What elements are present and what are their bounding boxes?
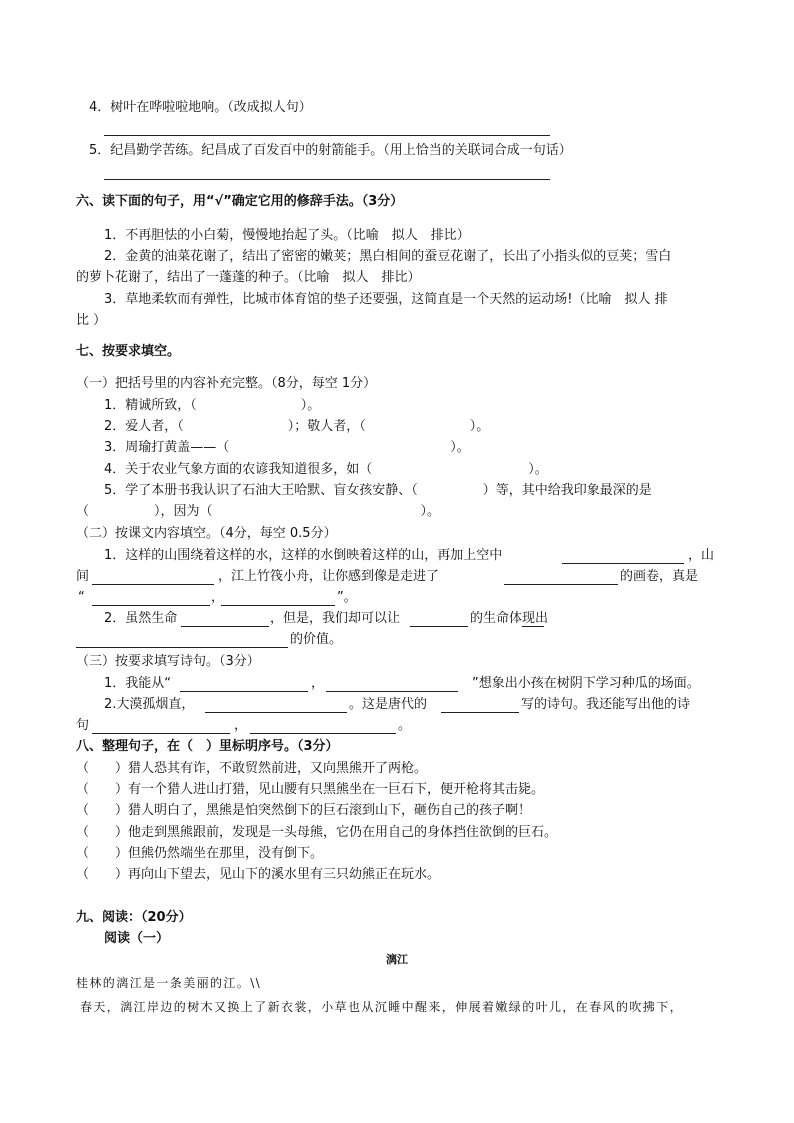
q7-2-item-1-b: ，山 bbox=[688, 548, 715, 563]
q8-sentence: （ ）但熊仍然端坐在那里，没有倒下。 bbox=[76, 846, 324, 861]
q7-1-item-5-cont: （ ），因为（ ）。 bbox=[76, 504, 441, 519]
q6-item-3: 3．草地柔软而有弹性，比城市体育馆的垫子还要强，这简直是一个天然的运动场!（比喻 拟人 排 bbox=[104, 292, 668, 307]
q8-sentence: （ ）再向山下望去，见山下的溪水里有三只幼熊正在玩水。 bbox=[76, 867, 441, 882]
q7-3-item-1-a: 1．我能从“ bbox=[104, 676, 172, 691]
q8-sentence: （ ）猎人恐其有诈，不敢贸然前进，又向黑熊开了两枪。 bbox=[76, 761, 428, 776]
answer-blank bbox=[92, 733, 230, 734]
answer-blank bbox=[410, 626, 468, 627]
q8-sentence: （ ）猎人明白了，黑熊是怕突然倒下的巨石滚到山下，砸伤自己的孩子啊！ bbox=[76, 803, 532, 818]
q7-2-item-2-c: 的生命体现出 bbox=[470, 611, 549, 626]
q7-1-item-4: 4．关于农业气象方面的农谚我知道很多，如（ ）。 bbox=[104, 462, 548, 477]
answer-blank bbox=[92, 605, 210, 606]
q7-2-item-2-a: 2．虽然生命 bbox=[104, 611, 178, 626]
section-7-heading: 七、按要求填空。 bbox=[76, 344, 181, 359]
q7-3-item-2-f: 。 bbox=[398, 718, 412, 733]
reading-1-heading: 阅读（一） bbox=[104, 931, 170, 946]
answer-blank bbox=[205, 712, 347, 713]
answer-blank bbox=[522, 626, 544, 627]
answer-blank bbox=[326, 691, 458, 692]
q7-3-item-2-e: ， bbox=[234, 718, 248, 733]
answer-blank bbox=[92, 584, 214, 585]
q7-2-item-1-g: ， bbox=[211, 590, 225, 605]
q5-item-4: 4．树叶在哗啦啦地响。（改成拟人句） bbox=[89, 100, 312, 115]
q7-2-item-1-c: 间 bbox=[76, 569, 90, 584]
answer-blank bbox=[504, 584, 618, 585]
section-6-heading: 六、读下面的句子，用“√”确定它用的修辞手法。（3分） bbox=[76, 194, 404, 209]
q6-item-1: 1．不再胆怯的小白菊，慢慢地抬起了头。（比喻 拟人 排比） bbox=[104, 228, 470, 243]
q7-1-item-5: 5．学了本册书我认识了石油大王哈默、盲女孩安静、（ ）等，其中给我印象最深的是 bbox=[104, 483, 652, 498]
q7-2-item-1-a: 1．这样的山围绕着这样的水，这样的水倒映着这样的山，再加上空中 bbox=[104, 548, 503, 563]
q7-3-item-2-d: 句 bbox=[76, 718, 90, 733]
q7-1-item-3: 3．周瑜打黄盖——（ ）。 bbox=[104, 440, 470, 455]
q7-3-item-1-c: ”想象出小孩在树阴下学习种瓜的场面。 bbox=[472, 676, 700, 691]
answer-blank bbox=[250, 733, 396, 734]
q7-3-item-2-a: 2.大漠孤烟直， bbox=[104, 697, 195, 712]
q7-3-item-2-c: 写的诗句。我还能写出他的诗 bbox=[521, 697, 691, 712]
q6-item-2-cont: 的萝卜花谢了，结出了一蓬蓬的种子。（比喻 拟人 排比） bbox=[76, 270, 421, 285]
q7-2-item-1-d: ，江上竹筏小舟，让你感到像是走进了 bbox=[218, 569, 440, 584]
answer-blank bbox=[181, 626, 269, 627]
q7-part-1: （一）把括号里的内容补充完整。（8分，每空 1分） bbox=[76, 376, 377, 391]
answer-blank bbox=[76, 647, 288, 648]
passage-paragraph: 桂林的漓江是一条美丽的江。\\ bbox=[76, 976, 262, 990]
answer-line bbox=[104, 135, 550, 136]
q5-item-5: 5．纪昌勤学苦练。纪昌成了百发百中的射箭能手。（用上恰当的关联词合成一句话） bbox=[89, 143, 572, 158]
q7-2-item-1-f: “ bbox=[78, 590, 85, 605]
section-9-heading: 九、阅读：（20分） bbox=[76, 910, 192, 925]
answer-blank bbox=[562, 563, 684, 564]
q7-3-item-2-b: 。这是唐代的 bbox=[349, 697, 428, 712]
answer-blank bbox=[441, 712, 519, 713]
q6-item-2: 2．金黄的油菜花谢了，结出了密密的嫩荚；黑白相间的蚕豆花谢了，长出了小指头似的豆荚；雪白 bbox=[104, 249, 672, 264]
answer-blank bbox=[221, 605, 335, 606]
q7-1-item-1: 1．精诚所致，（ ）。 bbox=[104, 398, 321, 413]
q6-item-3-cont: 比 ） bbox=[76, 313, 107, 328]
q7-part-3: （三）按要求填写诗句。（3分） bbox=[76, 654, 260, 669]
q7-2-item-2-b: ，但是，我们却可以让 bbox=[270, 611, 401, 626]
passage-title: 漓江 bbox=[386, 953, 408, 966]
answer-line bbox=[104, 179, 550, 180]
passage-paragraph: 春天，漓江岸边的树木又换上了新衣裳，小草也从沉睡中醒来，伸展着嫩绿的叶儿，在春风的吹拂下， bbox=[80, 1000, 684, 1014]
answer-blank bbox=[180, 691, 308, 692]
q7-part-2: （二）按课文内容填空。（4分，每空 0.5分） bbox=[76, 526, 337, 541]
q7-1-item-2: 2．爱人者，（ ）；敬人者，（ ）。 bbox=[104, 419, 490, 434]
q7-3-item-1-b: ， bbox=[311, 676, 325, 691]
section-8-heading: 八、整理句子，在（ ）里标明序号。（3分） bbox=[76, 739, 339, 754]
q8-sentence: （ ）有一个猎人进山打猎，见山腰有只黑熊坐在一巨石下，便开枪将其击毙。 bbox=[76, 782, 545, 797]
q7-2-item-1-h: ”。 bbox=[337, 590, 357, 605]
q8-sentence: （ ）他走到黑熊跟前，发现是一头母熊，它仍在用自己的身体挡住欲倒的巨石。 bbox=[76, 825, 558, 840]
q7-2-item-1-e: 的画卷，真是 bbox=[620, 569, 699, 584]
q7-2-item-2-d: 的价值。 bbox=[290, 632, 343, 647]
